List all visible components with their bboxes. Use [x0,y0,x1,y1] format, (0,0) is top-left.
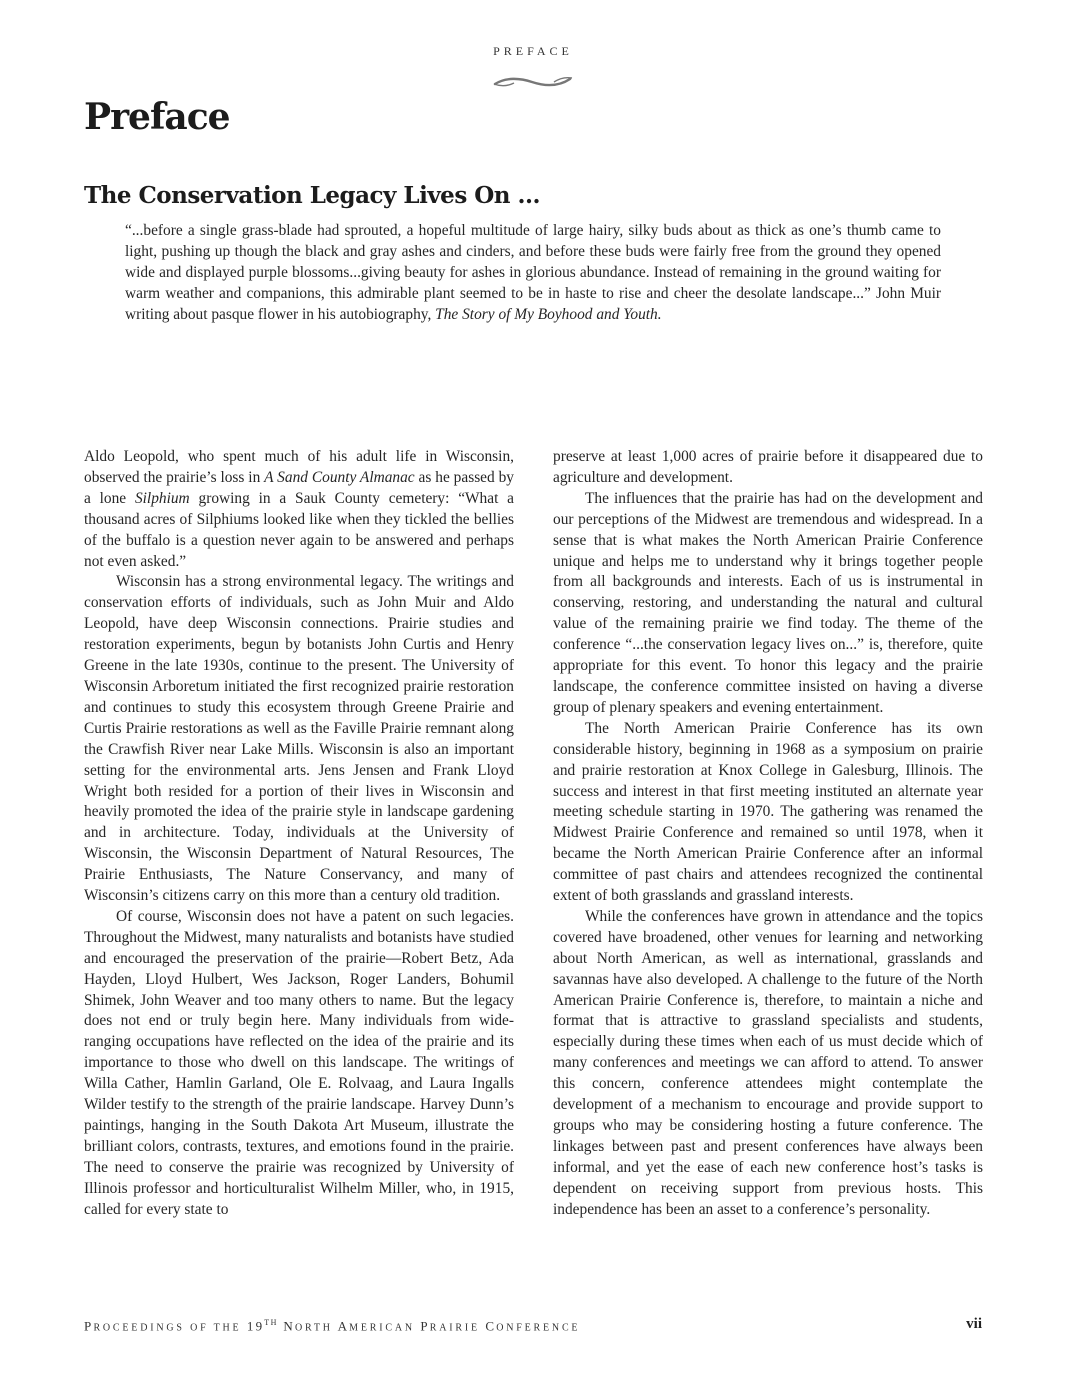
running-head: PREFACE [493,44,573,58]
page-number: vii [966,1316,982,1332]
paragraph-1 [84,447,514,572]
footer-cap: N [283,1318,295,1334]
paragraph-1-text-c: growing in a Sauk County cemetery: “What a thousand acres of Silphiums looked like when they tickled the bellies of the buffalo is a question never again to be answered and perhaps not even asked.” [84,489,514,570]
section-subtitle: The Conservation Legacy Lives On ... [84,182,541,209]
epigraph-book-title: The Story of My Boyhood and Youth. [435,306,662,323]
footer-smallcaps: MERICAN [349,1322,415,1334]
paragraph-2: Wisconsin has a strong environmental legacy. The writings and conservation efforts of individuals, such as John Muir and Aldo Leopold, have deep Wisconsin connections. Prairie studies and restoration experiments, begun by botanists John Curtis and Henry Greene in the late 1930s, continue to the present. The University of Wisconsin Arboretum initiated the first recognized prairie restoration and continues to study this ecosystem through Greene Prairie and Curtis Prairie restorations as well as the Faville Prairie remnant along the Crawfish River near Lake Mills. Wisconsin is also an important setting for the environmental arts. Jens Jensen and Frank Lloyd Wright both resided for a portion of their lives in Wisconsin and heavily promoted the idea of the prairie style in landscape gardening and in architecture. Today, individuals at the University of Wisconsin, the Wisconsin Department of Natural Resources, The Prairie Enthusiasts, The Nature Conservancy, and many of Wisconsin’s citizens carry on this more than a century old tradition. [84,573,514,905]
paragraph-3: Of course, Wisconsin does not have a patent on such legacies. Throughout the Midwest, many naturalists and botanists have studied and encouraged the preservation of the prairie—Robert Betz, Ada Hayden, Lloyd Hulbert, Wes Jackson, Roger Landers, Bohumil Shimek, John Weaver and too many others to name. But the legacy does not end or truly begin here. Many individuals from wide-ranging occupations have reflected on the idea of the prairie and its importance to those who dwell on this landscape. The writings of Willa Cather, Hamlin Garland, Ole E. Rolvaag, and Laura Ingalls Wilder testify to the strength of the prairie landscape. Harvey Dunn’s paintings, hanging in the South Dakota Art Museum, illustrate the brilliant colors, contrasts, textures, and emotions found in the prairie. The need to conserve the prairie was recognized by University of Illinois professor and horticulturalist Wilhelm Miller, who, in 1915, called for every state to [84,907,514,1218]
paragraph-6: While the conferences have grown in attendance and the topics covered have broadened, other venues for learning and networking about North American, as well as international, grasslands and savannas have also developed. A challenge to the future of the North American Prairie Conference is, therefore, to maintain a niche and format that is attractive to grassland specialists and students, especially during these times when each of us must decide which of many conferences and meetings we can afford to attend. To answer this concern, conference attendees might contemplate the development of a mechanism to encourage and provide support to groups who may be considering hosting a future conference. The linkages between past and present conferences have always been informal, and yet the ease of each new conference host’s tasks is dependent on receiving support from previous hosts. This independence has been an asset to a conference’s personality. [553,907,983,1218]
book-title-sand-county-almanac: A Sand County Almanac [264,468,415,486]
footer-smallcaps: ROCEEDINGS OF THE [93,1322,242,1334]
paragraph-1-text-b: as he passed by a lone [84,468,514,507]
paragraph-4: The influences that the prairie has had on the development and our perceptions of the Midwest are tremendous and widespread. In a sense that is what makes the North American Prairie Conference unique and helps me to understand why it brings together people from all backgrounds and interests. Each of us is instrumental in conserving, restoring, and understanding the natural and cultural value of the remaining prairie we find today. The theme of the conference “...the conservation legacy lives on...” is, therefore, quite appropriate for this event. To honor this legacy and the prairie landscape, the conference committee insisted on having a diverse group of plenary speakers and evening entertainment. [553,489,983,716]
footer-number: 19 [246,1318,265,1334]
footer-smallcaps: RAIRIE [429,1322,480,1334]
paragraph-5: The North American Prairie Conference has its own considerable history, beginning in 1968 as a symposium on prairie and prairie restoration at Knox College in Galesburg, Illinois. The success and interest in that first meeting instituted an alternate year meeting schedule starting in 1970. The gathering was renamed the Midwest Prairie Conference and remained so until 1978, when it became the North American Prairie Conference after an informal committee of past chairs and attendees recognized the continental extent of both grasslands and grassland interests. [553,719,983,905]
body-column-right [553,447,983,1221]
footer-cap: C [485,1318,497,1334]
footer-smallcaps: ONFERENCE [496,1322,581,1334]
footer-ordinal: TH [264,1318,278,1327]
paragraph-1-text-a: Aldo Leopold, who spent much of his adult life in Wisconsin, observed the prairie’s loss in [84,448,514,486]
footer-proceedings-title [84,1318,580,1334]
footer-cap: A [337,1318,350,1334]
page-title: Preface [84,96,230,138]
epigraph-text: “...before a single grass-blade had sprouted, a hopeful multitude of large hairy, silky buds about as thick as one’s thumb came to light, pushing up though the black and gray ashes and cinders, and before these buds were fairly free from the ground they opened wide and displayed purple blossoms...giving beauty for ashes in glorious abundance. Instead of remaining in the ground waiting for warm weather and companions, this admirable plant seemed to be in haste to rise and cheer the desolate landscape...” John Muir writing about pasque flower in his autobiography, [125,222,941,323]
footer-cap: P [420,1318,430,1334]
footer-smallcaps: ORTH [295,1322,333,1334]
paragraph-3-continued: preserve at least 1,000 acres of prairie before it disappeared due to agriculture and development. [553,448,983,486]
footer-cap: P [84,1318,94,1334]
swash-ornament-icon [492,74,574,90]
body-column-left [84,447,514,1221]
genus-silphium: Silphium [134,489,190,507]
epigraph-quote [125,220,941,325]
